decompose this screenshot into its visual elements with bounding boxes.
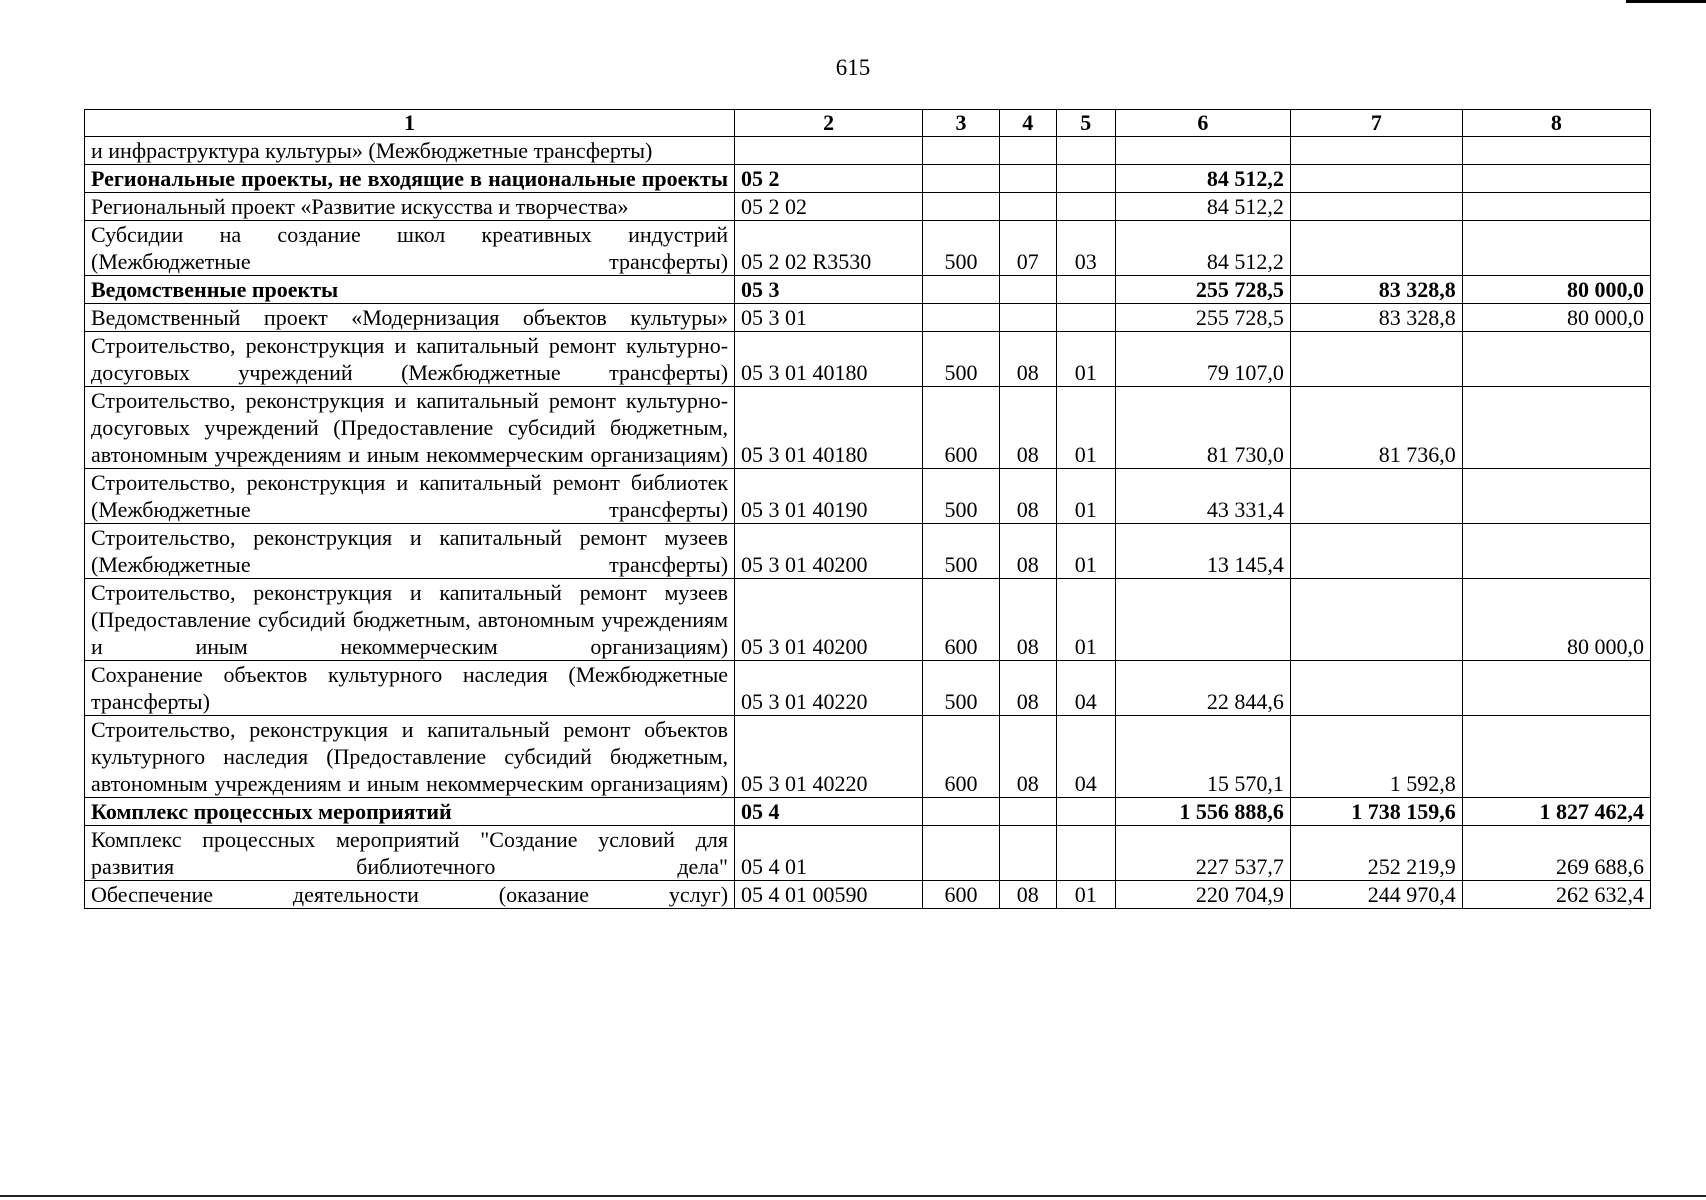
amount-col8-cell: 80 000,0 (1462, 304, 1650, 332)
amount-col6-cell: 43 331,4 (1115, 469, 1290, 524)
header-row (85, 110, 1651, 137)
amount-col8-cell (1462, 165, 1650, 193)
subsection-cell: 01 (1056, 332, 1115, 387)
subsection-cell: 04 (1056, 661, 1115, 716)
column-header-2: 2 (735, 110, 923, 137)
row-name-cell: Региональные проекты, не входящие в национальные проекты (85, 165, 735, 193)
expense-type-cell: 500 (923, 221, 1000, 276)
amount-col8-cell: 80 000,0 (1462, 579, 1650, 661)
amount-col6-cell: 255 728,5 (1115, 304, 1290, 332)
amount-col6-cell (1115, 579, 1290, 661)
amount-col8-cell (1462, 332, 1650, 387)
expense-type-cell (923, 826, 1000, 881)
budget-table (84, 109, 1651, 909)
table-row (85, 661, 1651, 716)
budget-code-cell: 05 2 02 (735, 193, 923, 221)
column-header-6: 6 (1115, 110, 1290, 137)
budget-code-cell: 05 3 01 40190 (735, 469, 923, 524)
amount-col6-cell: 84 512,2 (1115, 165, 1290, 193)
amount-col8-cell (1462, 716, 1650, 798)
budget-code-cell: 05 4 01 (735, 826, 923, 881)
table-row (85, 137, 1651, 165)
row-name-cell: Строительство, реконструкция и капитальный ремонт культурно-досуговых учреждений (Предоставление субсидий бюджетным, автономным учреждениям и иным некоммерческим организациям) (85, 387, 735, 469)
budget-code-cell: 05 3 01 40220 (735, 716, 923, 798)
budget-code-cell: 05 3 01 (735, 304, 923, 332)
column-header-5: 5 (1056, 110, 1115, 137)
amount-col8-cell (1462, 387, 1650, 469)
amount-col6-cell: 255 728,5 (1115, 276, 1290, 304)
amount-col6-cell: 84 512,2 (1115, 193, 1290, 221)
amount-col8-cell (1462, 524, 1650, 579)
section-cell (999, 193, 1056, 221)
budget-code-cell: 05 3 01 40200 (735, 524, 923, 579)
amount-col6-cell: 220 704,9 (1115, 881, 1290, 909)
column-header-4: 4 (999, 110, 1056, 137)
budget-code-cell (735, 137, 923, 165)
section-cell: 08 (999, 716, 1056, 798)
expense-type-cell (923, 165, 1000, 193)
row-name-cell: Обеспечение деятельности (оказание услуг) (85, 881, 735, 909)
amount-col6-cell: 79 107,0 (1115, 332, 1290, 387)
subsection-cell (1056, 826, 1115, 881)
subsection-cell: 04 (1056, 716, 1115, 798)
budget-code-cell: 05 3 01 40180 (735, 332, 923, 387)
row-name-cell: Ведомственный проект «Модернизация объектов культуры» (85, 304, 735, 332)
amount-col7-cell: 83 328,8 (1290, 304, 1462, 332)
budget-code-cell: 05 3 01 40220 (735, 661, 923, 716)
table-row (85, 304, 1651, 332)
budget-code-cell: 05 3 (735, 276, 923, 304)
expense-type-cell (923, 276, 1000, 304)
section-cell (999, 276, 1056, 304)
amount-col8-cell (1462, 661, 1650, 716)
amount-col7-cell (1290, 137, 1462, 165)
amount-col7-cell: 83 328,8 (1290, 276, 1462, 304)
row-name-cell: Комплекс процессных мероприятий (85, 798, 735, 826)
expense-type-cell: 500 (923, 332, 1000, 387)
amount-col6-cell: 1 556 888,6 (1115, 798, 1290, 826)
amount-col6-cell: 227 537,7 (1115, 826, 1290, 881)
subsection-cell (1056, 276, 1115, 304)
amount-col7-cell: 1 592,8 (1290, 716, 1462, 798)
amount-col6-cell: 13 145,4 (1115, 524, 1290, 579)
row-name-cell: Ведомственные проекты (85, 276, 735, 304)
amount-col6-cell: 15 570,1 (1115, 716, 1290, 798)
amount-col8-cell: 1 827 462,4 (1462, 798, 1650, 826)
expense-type-cell: 600 (923, 579, 1000, 661)
section-cell (999, 165, 1056, 193)
section-cell: 08 (999, 579, 1056, 661)
row-name-cell: Сохранение объектов культурного наследия (Межбюджетные трансферты) (85, 661, 735, 716)
expense-type-cell: 600 (923, 387, 1000, 469)
amount-col8-cell (1462, 193, 1650, 221)
subsection-cell (1056, 165, 1115, 193)
amount-col6-cell: 81 730,0 (1115, 387, 1290, 469)
column-header-3: 3 (923, 110, 1000, 137)
table-row (85, 221, 1651, 276)
amount-col7-cell (1290, 332, 1462, 387)
amount-col7-cell (1290, 165, 1462, 193)
table-row (85, 387, 1651, 469)
section-cell: 07 (999, 221, 1056, 276)
table-row (85, 276, 1651, 304)
row-name-cell: Комплекс процессных мероприятий "Создание условий для развития библиотечного дела" (85, 826, 735, 881)
budget-code-cell: 05 2 (735, 165, 923, 193)
row-name-cell: Строительство, реконструкция и капитальный ремонт библиотек (Межбюджетные трансферты) (85, 469, 735, 524)
budget-code-cell: 05 4 01 00590 (735, 881, 923, 909)
table-row (85, 798, 1651, 826)
amount-col8-cell (1462, 221, 1650, 276)
subsection-cell: 01 (1056, 579, 1115, 661)
table-row (85, 579, 1651, 661)
section-cell: 08 (999, 469, 1056, 524)
row-name-cell: Субсидии на создание школ креативных индустрий (Межбюджетные трансферты) (85, 221, 735, 276)
amount-col7-cell (1290, 661, 1462, 716)
section-cell: 08 (999, 387, 1056, 469)
table-row (85, 826, 1651, 881)
subsection-cell (1056, 193, 1115, 221)
section-cell (999, 304, 1056, 332)
amount-col8-cell (1462, 469, 1650, 524)
section-cell: 08 (999, 524, 1056, 579)
row-name-cell: Строительство, реконструкция и капитальный ремонт музеев (Предоставление субсидий бюджетным, автономным учреждениям и иным некоммерческим организациям) (85, 579, 735, 661)
table-row (85, 524, 1651, 579)
subsection-cell: 01 (1056, 881, 1115, 909)
amount-col8-cell: 80 000,0 (1462, 276, 1650, 304)
amount-col7-cell (1290, 579, 1462, 661)
expense-type-cell: 500 (923, 469, 1000, 524)
amount-col6-cell (1115, 137, 1290, 165)
expense-type-cell: 600 (923, 881, 1000, 909)
amount-col8-cell (1462, 137, 1650, 165)
section-cell (999, 798, 1056, 826)
expense-type-cell: 600 (923, 716, 1000, 798)
row-name-cell: Региональный проект «Развитие искусства и творчества» (85, 193, 735, 221)
section-cell: 08 (999, 332, 1056, 387)
amount-col7-cell: 81 736,0 (1290, 387, 1462, 469)
budget-code-cell: 05 4 (735, 798, 923, 826)
subsection-cell: 03 (1056, 221, 1115, 276)
budget-code-cell: 05 2 02 R3530 (735, 221, 923, 276)
scan-bottom-line (0, 1195, 1706, 1197)
amount-col7-cell: 244 970,4 (1290, 881, 1462, 909)
page-number: 615 (835, 55, 871, 80)
section-cell: 08 (999, 661, 1056, 716)
subsection-cell (1056, 304, 1115, 332)
subsection-cell: 01 (1056, 469, 1115, 524)
table-row (85, 332, 1651, 387)
row-name-cell: Строительство, реконструкция и капитальный ремонт объектов культурного наследия (Предоставление субсидий бюджетным, автономным учреждениям и иным некоммерческим организациям) (85, 716, 735, 798)
expense-type-cell (923, 304, 1000, 332)
table-body (85, 110, 1651, 909)
amount-col7-cell: 252 219,9 (1290, 826, 1462, 881)
budget-code-cell: 05 3 01 40200 (735, 579, 923, 661)
column-header-1: 1 (85, 110, 735, 137)
expense-type-cell (923, 193, 1000, 221)
table-row (85, 193, 1651, 221)
column-header-8: 8 (1462, 110, 1650, 137)
section-cell (999, 137, 1056, 165)
amount-col8-cell: 262 632,4 (1462, 881, 1650, 909)
table-row (85, 881, 1651, 909)
expense-type-cell (923, 137, 1000, 165)
amount-col7-cell (1290, 221, 1462, 276)
table-row (85, 469, 1651, 524)
budget-code-cell: 05 3 01 40180 (735, 387, 923, 469)
subsection-cell (1056, 798, 1115, 826)
subsection-cell (1056, 137, 1115, 165)
amount-col7-cell (1290, 524, 1462, 579)
expense-type-cell: 500 (923, 661, 1000, 716)
row-name-cell: Строительство, реконструкция и капитальный ремонт музеев (Межбюджетные трансферты) (85, 524, 735, 579)
amount-col7-cell (1290, 469, 1462, 524)
amount-col6-cell: 84 512,2 (1115, 221, 1290, 276)
scan-edge-mark (1626, 0, 1706, 3)
amount-col8-cell: 269 688,6 (1462, 826, 1650, 881)
row-name-cell: и инфраструктура культуры» (Межбюджетные трансферты) (85, 137, 735, 165)
amount-col7-cell (1290, 193, 1462, 221)
column-header-7: 7 (1290, 110, 1462, 137)
amount-col6-cell: 22 844,6 (1115, 661, 1290, 716)
expense-type-cell: 500 (923, 524, 1000, 579)
amount-col7-cell: 1 738 159,6 (1290, 798, 1462, 826)
section-cell (999, 826, 1056, 881)
subsection-cell: 01 (1056, 524, 1115, 579)
table-row (85, 165, 1651, 193)
section-cell: 08 (999, 881, 1056, 909)
expense-type-cell (923, 798, 1000, 826)
table-row (85, 716, 1651, 798)
row-name-cell: Строительство, реконструкция и капитальный ремонт культурно-досуговых учреждений (Межбюджетные трансферты) (85, 332, 735, 387)
subsection-cell: 01 (1056, 387, 1115, 469)
